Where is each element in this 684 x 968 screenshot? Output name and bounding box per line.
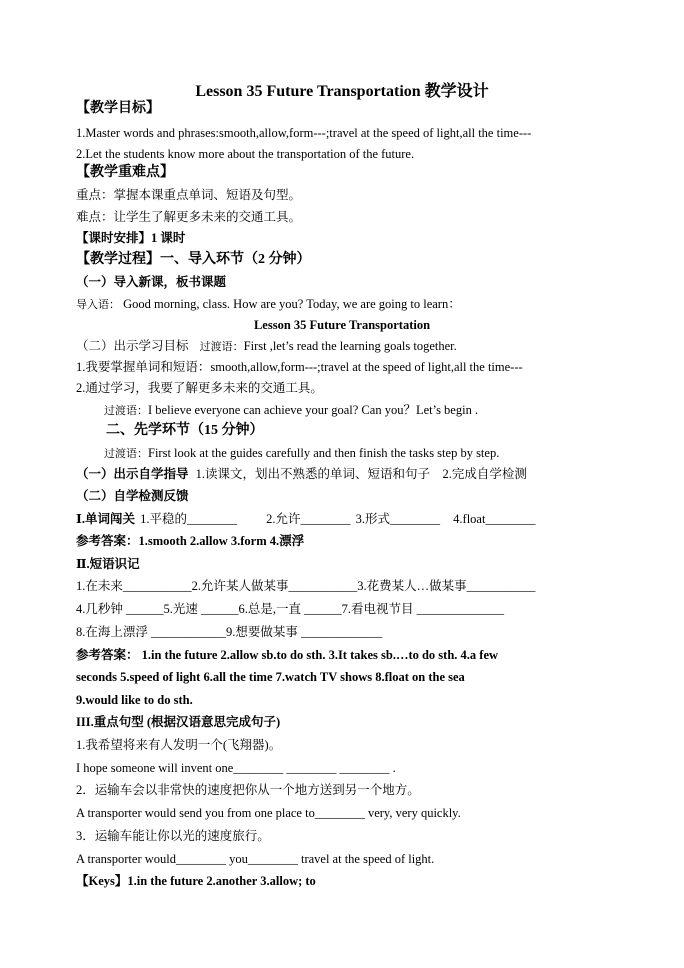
sentence-1-en: I hope someone will invent one________ ________ ________ . <box>76 761 396 775</box>
vocab-2: 2.允许________ <box>266 512 351 526</box>
keys: 【Keys】1.in the future 2.another 3.allow; to <box>76 874 316 888</box>
vocab-line <box>76 511 608 527</box>
target-1: 1.我要掌握单词和短语：smooth,allow,form---;travel at the speed of light,all the time--- <box>76 360 523 374</box>
phrase-heading: Ⅱ.短语识记 <box>76 557 140 571</box>
schedule: 【课时安排】1 课时 <box>76 231 186 245</box>
key-heading: 【教学重难点】 <box>76 165 174 180</box>
transition-label-2: 过渡语： <box>104 405 148 417</box>
vocab-heading: Ⅰ.单词闯关 <box>76 512 135 526</box>
phrase-answer-2: seconds 5.speed of light 6.all the time 7.watch TV shows 8.float on the sea <box>76 670 465 684</box>
difficult-point: 难点：让学生了解更多未来的交通工具。 <box>76 210 302 224</box>
sentence-heading: III.重点句型 (根据汉语意思完成句子) <box>76 715 281 729</box>
sentence-1-cn: 1.我希望将来有人发明一个(飞翔器)。 <box>76 738 282 752</box>
phrase-line-3: 8.在海上漂浮 ____________9.想要做某事 _____________ <box>76 625 383 639</box>
intro-text: Good morning, class. How are you? Today, we are going to learn： <box>123 297 461 311</box>
transition-2: I believe everyone can achieve your goal? Can you？Let’s begin . <box>148 403 479 417</box>
step-2-line <box>76 338 608 355</box>
process-heading: 【教学过程】一、导入环节（2 分钟） <box>76 252 311 267</box>
goal-2: 2.Let the students know more about the transportation of the future. <box>76 147 415 161</box>
sentence-2-cn: 2．运输车会以非常快的速度把你从一个地方送到另一个地方。 <box>76 783 420 797</box>
self-guide-text: 1.读课文，划出不熟悉的单词、短语和句子 2.完成自学检测 <box>195 467 527 481</box>
transition-3: First look at the guides carefully and then finish the tasks step by step. <box>148 446 500 460</box>
vocab-3: 3.形式________ <box>355 512 441 526</box>
sentence-3-en: A transporter would________ you________ travel at the speed of light. <box>76 852 435 866</box>
intro-label: 导入语： <box>76 299 120 311</box>
transition-label-3: 过渡语： <box>104 448 148 460</box>
goal-1: 1.Master words and phrases:smooth,allow,form---;travel at the speed of light,all the time--- <box>76 126 532 140</box>
sentence-2-en: A transporter would send you from one place to________ very, very quickly. <box>76 806 461 820</box>
step-1-heading: （一）导入新课，板书课题 <box>76 275 227 289</box>
transition-label: 过渡语： <box>199 341 244 353</box>
self-check-heading: （二）自学检测反馈 <box>76 489 189 503</box>
intro-line <box>76 296 608 313</box>
phrase-line-2: 4.几秒钟 ______5.光速 ______6.总是,一直 ______7.看电视节目 ______________ <box>76 602 505 616</box>
key-point: 重点：掌握本课重点单词、短语及句型。 <box>76 188 302 202</box>
transition-1: First ,let’s read the learning goals together. <box>243 339 457 353</box>
phrase-answer-3: 9.would like to do sth. <box>76 693 193 707</box>
phrase-answer-1: 参考答案： 1.in the future 2.allow sb.to do sth. 3.It takes sb.…to do sth. 4.a few <box>76 648 499 662</box>
vocab-answer: 参考答案：1.smooth 2.allow 3.form 4.漂浮 <box>76 534 305 548</box>
transition-3-line <box>76 445 608 462</box>
lesson-center-title: Lesson 35 Future Transportation <box>253 318 431 332</box>
document-title: Lesson 35 Future Transportation 教学设计 <box>195 83 489 100</box>
phrase-line-1: 1.在未来___________2.允许某人做某事___________3.花费某人…做某事___________ <box>76 579 536 593</box>
self-guide-heading: （一）出示自学指导 <box>76 467 189 481</box>
target-2: 2.通过学习，我要了解更多未来的交通工具。 <box>76 381 323 395</box>
step-2-heading: （二）出示学习目标 <box>76 339 189 353</box>
goals-heading: 【教学目标】 <box>76 101 160 116</box>
sentence-3-cn: 3．运输车能让你以光的速度旅行。 <box>76 829 270 843</box>
self-guide-line <box>76 466 608 482</box>
section-2-heading: 二、先学环节（15 分钟） <box>106 423 264 438</box>
vocab-1: 1.平稳的________ <box>140 512 237 526</box>
transition-2-line <box>76 402 608 419</box>
vocab-4: 4.float________ <box>453 512 536 526</box>
